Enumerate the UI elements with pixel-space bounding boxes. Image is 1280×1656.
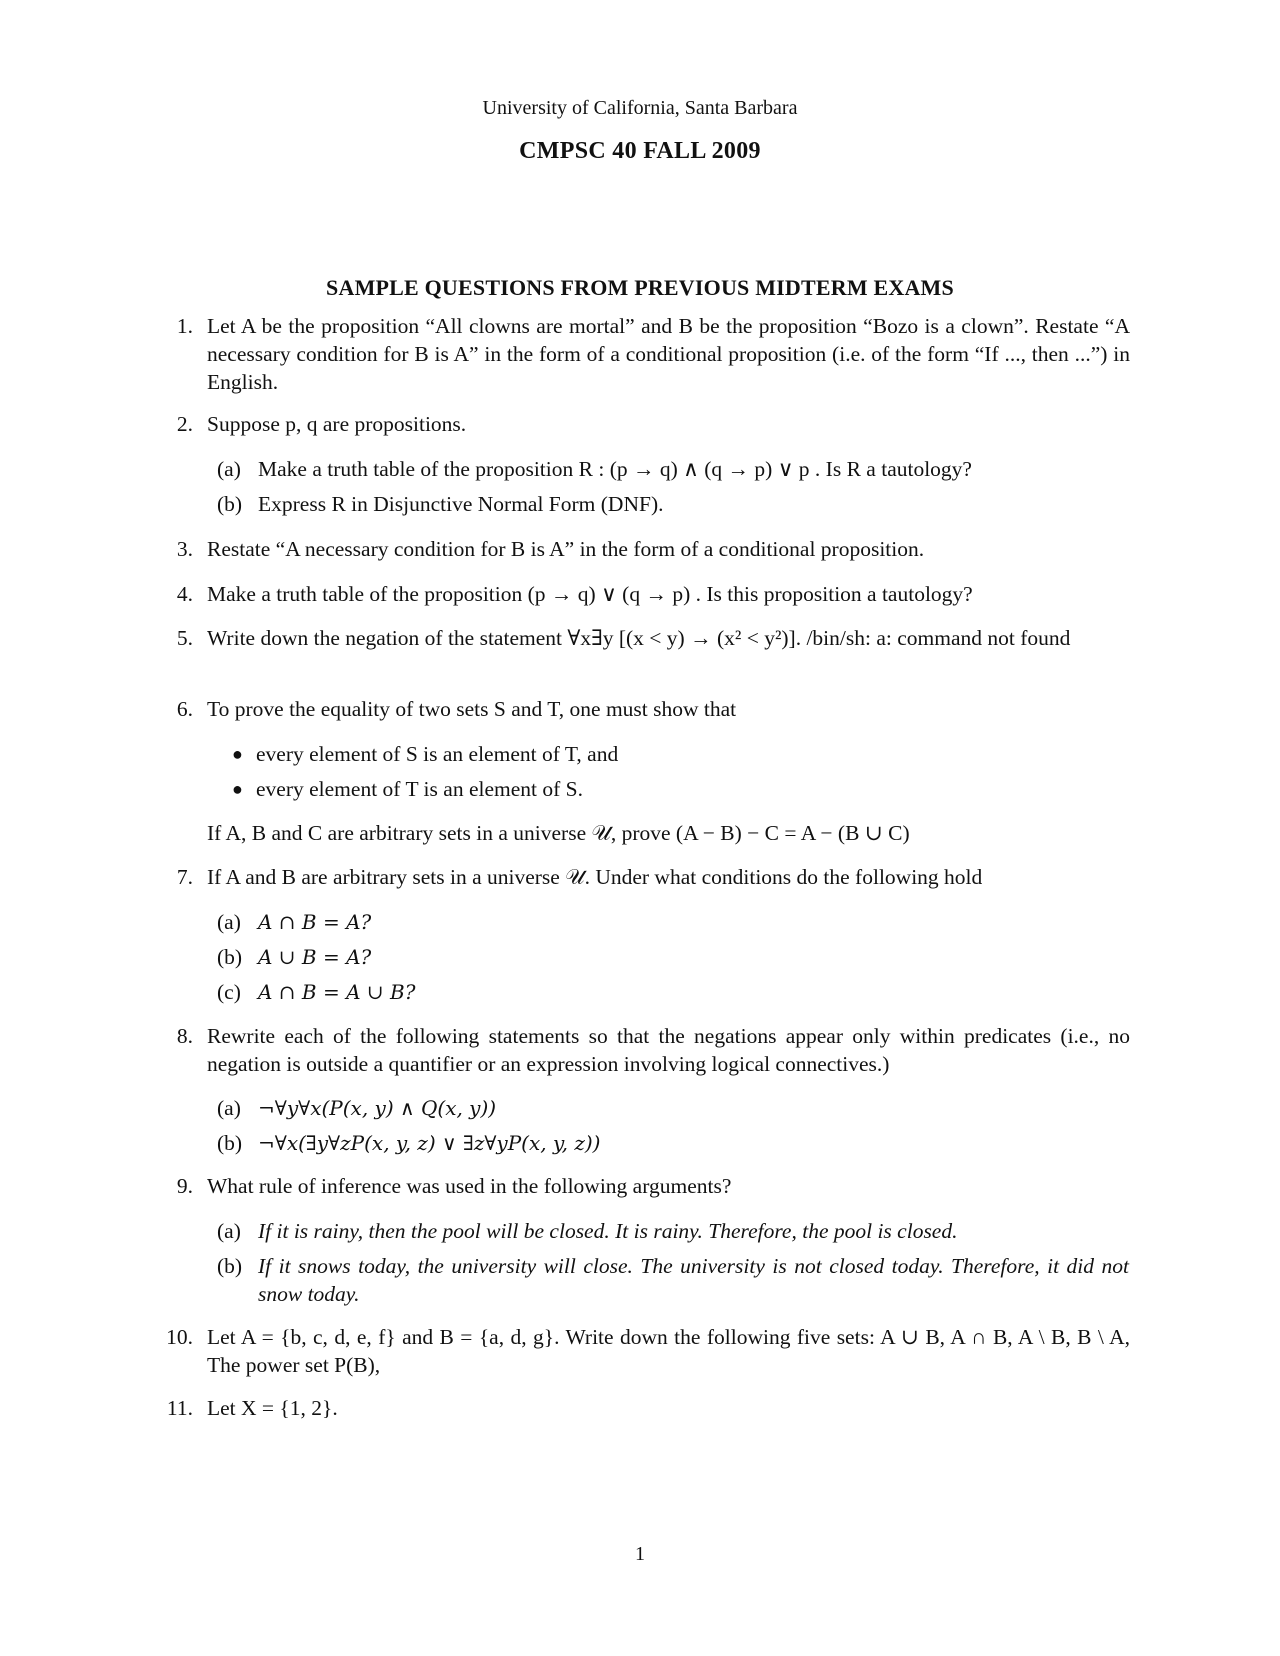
part-label: (a) [217,1096,241,1120]
question-number: 1. [176,314,193,338]
question-number: 11. [166,1396,193,1420]
part-label: (b) [217,1254,243,1278]
question-number: 7. [176,865,193,889]
part-label: (c) [217,980,241,1004]
part-label: (b) [217,1131,243,1155]
question-4 [165,580,1130,608]
question-text: Write down the negation of the statement ∀x∃y [(x < y) → (x² < y²)]. /bin/sh: a: command not found [207,626,1071,650]
question-5 [165,624,1130,652]
bullet-item [232,775,932,803]
part-text: If it is rainy, then the pool will be closed. It is rainy. Therefore, the pool is closed. [258,1219,958,1243]
question-text: Restate “A necessary condition for B is A” in the form of a conditional proposition. [207,537,925,561]
part-label: (a) [217,457,241,481]
part-label: (a) [217,910,241,934]
question-text: Let X = {1, 2}. [207,1396,338,1420]
question-number: 8. [176,1024,193,1048]
question-9-part-a [217,1217,1129,1245]
question-6 [165,695,1130,723]
bullet-icon: ● [232,744,243,764]
bullet-item [232,740,932,768]
question-number: 5. [176,626,193,650]
course-title: CMPSC 40 FALL 2009 [519,138,761,164]
part-label: (b) [217,945,243,969]
part-text: Express R in Disjunctive Normal Form (DNF). [258,492,664,516]
question-1 [165,312,1130,396]
bullet-text: every element of T is an element of S. [256,777,583,801]
question-text: Rewrite each of the following statements so that the negations appear only within predicates (i.e., no negation is outside a quantifier or an expression involving logical connectives.) [207,1024,1130,1076]
part-label: (a) [217,1219,241,1243]
question-text: To prove the equality of two sets S and T, one must show that [207,697,737,721]
question-text: Let A be the proposition “All clowns are mortal” and B be the proposition “Bozo is a clown”. Restate “A necessary condition for B is A” in the form of a conditional proposition (i.e. of the form “If ..., then ...”) in English. [207,314,1130,394]
question-6-closing [165,819,1130,847]
part-text: A ∩ B = A ∪ B? [258,980,416,1004]
question-2-part-a [217,455,1129,483]
section-heading: SAMPLE QUESTIONS FROM PREVIOUS MIDTERM EXAMS [326,275,954,300]
part-text: If it snows today, the university will close. The university is not closed today. Therefore, it did not snow today. [258,1254,1129,1306]
question-2 [165,410,1130,438]
question-3 [165,535,1130,563]
question-text: If A, B and C are arbitrary sets in a universe 𝒰, prove (A − B) − C = A − (B ∪ C) [207,821,910,845]
question-8-part-b [217,1129,1129,1157]
question-text: What rule of inference was used in the following arguments? [207,1174,732,1198]
question-7-part-a [217,908,1129,936]
question-number: 10. [166,1325,193,1349]
page-number: 1 [635,1543,645,1565]
university-name: University of California, Santa Barbara [482,97,798,119]
question-11 [165,1394,1130,1422]
part-text: A ∪ B = A? [258,945,372,969]
question-number: 9. [176,1174,193,1198]
question-7-part-c [217,978,1129,1006]
question-10 [165,1323,1130,1379]
question-number: 4. [176,582,193,606]
question-7 [165,863,1130,891]
question-8-part-a [217,1094,1129,1122]
bullet-text: every element of S is an element of T, and [256,742,619,766]
bullet-icon: ● [232,779,243,799]
question-7-part-b [217,943,1129,971]
part-label: (b) [217,492,243,516]
question-2-part-b [217,490,1129,518]
question-text: Suppose p, q are propositions. [207,412,467,436]
question-number: 6. [176,697,193,721]
part-text: A ∩ B = A? [258,910,372,934]
part-text: ¬∀y∀x(P(x, y) ∧ Q(x, y)) [258,1096,497,1120]
question-number: 2. [176,412,193,436]
question-text: Let A = {b, c, d, e, f} and B = {a, d, g}. Write down the following five sets: A ∪ B, A ∩ B, A \ B, B \ A, The power set P(B), [207,1325,1130,1377]
part-text: ¬∀x(∃y∀zP(x, y, z) ∨ ∃z∀yP(x, y, z)) [258,1131,601,1155]
question-text: If A and B are arbitrary sets in a universe 𝒰. Under what conditions do the following hold [207,865,983,889]
part-text: Make a truth table of the proposition R : (p → q) ∧ (q → p) ∨ p . Is R a tautology? [258,457,972,481]
question-9-part-b [217,1252,1129,1308]
question-number: 3. [176,537,193,561]
question-text: Make a truth table of the proposition (p → q) ∨ (q → p) . Is this proposition a tautology? [207,582,973,606]
question-8 [165,1022,1130,1078]
question-9 [165,1172,1130,1200]
